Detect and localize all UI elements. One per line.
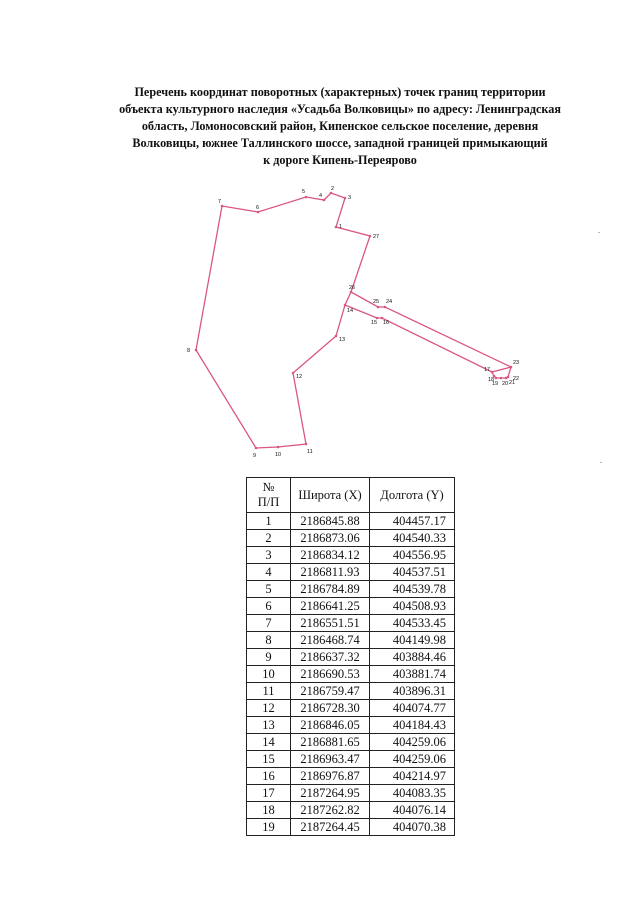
cell-latitude: 2187262.82: [291, 802, 370, 819]
cell-number: 18: [247, 802, 291, 819]
cell-number: 5: [247, 581, 291, 598]
table-row: [247, 819, 455, 836]
cell-longitude: 404533.45: [370, 615, 455, 632]
table-row: [247, 547, 455, 564]
point-label: 17: [484, 367, 491, 373]
cell-latitude: 2186551.51: [291, 615, 370, 632]
cell-longitude: 403881.74: [370, 666, 455, 683]
boundary-point: [335, 335, 338, 338]
point-label: 13: [339, 337, 346, 343]
coordinates-table: [246, 477, 455, 836]
boundary-point: [195, 349, 198, 352]
scan-speck: [600, 462, 602, 463]
table-row: [247, 785, 455, 802]
cell-longitude: 404556.95: [370, 547, 455, 564]
point-label: 20: [502, 381, 509, 387]
boundary-point: [344, 304, 347, 307]
cell-longitude: 404184.43: [370, 717, 455, 734]
cell-latitude: 2187264.45: [291, 819, 370, 836]
cell-number: 6: [247, 598, 291, 615]
boundary-point: [384, 306, 387, 309]
table-row: [247, 717, 455, 734]
table-row: [247, 513, 455, 530]
point-label: 10: [275, 452, 282, 458]
cell-longitude: 404070.38: [370, 819, 455, 836]
point-label: 11: [307, 449, 313, 455]
boundary-point: [221, 205, 224, 208]
cell-latitude: 2186641.25: [291, 598, 370, 615]
point-label: 7: [218, 199, 222, 205]
boundary-point: [305, 443, 308, 446]
boundary-point: [495, 377, 498, 380]
cell-longitude: 404537.51: [370, 564, 455, 581]
point-label: 14: [347, 308, 354, 314]
cell-latitude: 2186963.47: [291, 751, 370, 768]
cell-latitude: 2186846.05: [291, 717, 370, 734]
table-row: [247, 615, 455, 632]
point-label: 1: [339, 224, 343, 230]
cell-latitude: 2186690.53: [291, 666, 370, 683]
point-label: 22: [513, 376, 520, 382]
title-line: к дороге Кипень-Переярово: [263, 153, 417, 167]
cell-latitude: 2186811.93: [291, 564, 370, 581]
cell-number: 17: [247, 785, 291, 802]
point-label: 18: [488, 377, 495, 383]
title-line: Перечень координат поворотных (характерных) точек границ территории: [134, 85, 546, 99]
title-line: Волковицы, южнее Таллинского шоссе, западной границей примыкающий: [132, 136, 548, 150]
table-row: [247, 632, 455, 649]
boundary-point: [344, 197, 347, 200]
boundary-line: [345, 292, 511, 378]
cell-number: 4: [247, 564, 291, 581]
point-label: 27: [373, 234, 380, 240]
cell-latitude: 2186728.30: [291, 700, 370, 717]
table-row: [247, 700, 455, 717]
cell-longitude: 404539.78: [370, 581, 455, 598]
cell-number: 1: [247, 513, 291, 530]
title-line: область, Ломоносовский район, Кипенское сельское поселение, деревня: [141, 119, 539, 133]
title-line: объекта культурного наследия «Усадьба Волковицы» по адресу: Ленинградская: [119, 102, 561, 116]
cell-latitude: 2186759.47: [291, 683, 370, 700]
point-label: 26: [349, 285, 356, 291]
table-row: [247, 564, 455, 581]
header-number: № П/П: [247, 478, 291, 513]
cell-number: 15: [247, 751, 291, 768]
boundary-point: [292, 372, 295, 375]
cell-longitude: 404259.06: [370, 751, 455, 768]
point-label: 6: [256, 205, 260, 211]
cell-number: 7: [247, 615, 291, 632]
cell-longitude: 404076.14: [370, 802, 455, 819]
boundary-point: [277, 446, 280, 449]
point-label: 23: [513, 360, 520, 366]
cell-latitude: 2186468.74: [291, 632, 370, 649]
boundary-point: [510, 366, 513, 369]
boundary-point: [323, 199, 326, 202]
scan-speck: [598, 232, 600, 233]
boundary-point: [257, 211, 260, 214]
table-header-row: [247, 478, 455, 513]
table-row: [247, 683, 455, 700]
table-row: [247, 734, 455, 751]
boundary-point: [369, 235, 372, 238]
boundary-line: [196, 193, 370, 448]
table-row: [247, 768, 455, 785]
cell-longitude: 404540.33: [370, 530, 455, 547]
cell-longitude: 404259.06: [370, 734, 455, 751]
cell-longitude: 404457.17: [370, 513, 455, 530]
table-body: [247, 513, 455, 836]
cell-latitude: 2186873.06: [291, 530, 370, 547]
table-row: [247, 649, 455, 666]
cell-latitude: 2187264.95: [291, 785, 370, 802]
cell-latitude: 2186976.87: [291, 768, 370, 785]
cell-latitude: 2186881.65: [291, 734, 370, 751]
cell-number: 3: [247, 547, 291, 564]
cell-number: 16: [247, 768, 291, 785]
point-label: 2: [331, 186, 335, 192]
point-label: 9: [253, 453, 257, 459]
cell-number: 8: [247, 632, 291, 649]
boundary-point: [377, 306, 380, 309]
boundary-point: [335, 226, 338, 229]
point-label: 12: [296, 374, 303, 380]
cell-number: 9: [247, 649, 291, 666]
boundary-point: [305, 196, 308, 199]
cell-latitude: 2186784.89: [291, 581, 370, 598]
cell-number: 14: [247, 734, 291, 751]
point-label: 19: [492, 381, 499, 387]
boundary-point: [500, 377, 503, 380]
cell-number: 12: [247, 700, 291, 717]
table-row: [247, 598, 455, 615]
cell-number: 11: [247, 683, 291, 700]
table-row: [247, 802, 455, 819]
point-label: 24: [386, 299, 393, 305]
boundary-point: [491, 371, 494, 374]
boundary-point: [330, 192, 333, 195]
point-label: 25: [373, 299, 380, 305]
boundary-point: [255, 447, 258, 450]
table-row: [247, 581, 455, 598]
point-label: 21: [509, 380, 516, 386]
boundary-point: [376, 317, 379, 320]
table-row: [247, 751, 455, 768]
cell-latitude: 2186834.12: [291, 547, 370, 564]
cell-longitude: 404214.97: [370, 768, 455, 785]
cell-number: 13: [247, 717, 291, 734]
point-label: 3: [348, 195, 352, 201]
cell-longitude: 404074.77: [370, 700, 455, 717]
cell-number: 2: [247, 530, 291, 547]
point-label: 16: [383, 320, 390, 326]
table-row: [247, 666, 455, 683]
boundary-line: [492, 367, 511, 372]
boundary-point: [381, 317, 384, 320]
cell-longitude: 404083.35: [370, 785, 455, 802]
cell-latitude: 2186845.88: [291, 513, 370, 530]
header-longitude: Долгота (Y): [370, 478, 455, 513]
point-label: 15: [371, 320, 378, 326]
boundary-point: [350, 291, 353, 294]
cell-number: 10: [247, 666, 291, 683]
cell-longitude: 403896.31: [370, 683, 455, 700]
cell-longitude: 404149.98: [370, 632, 455, 649]
point-label: 5: [302, 189, 306, 195]
header-latitude: Широта (X): [291, 478, 370, 513]
cell-longitude: 404508.93: [370, 598, 455, 615]
cell-longitude: 403884.46: [370, 649, 455, 666]
table-row: [247, 530, 455, 547]
point-label: 4: [319, 193, 323, 199]
boundary-point: [507, 376, 510, 379]
cell-number: 19: [247, 819, 291, 836]
point-label: 8: [187, 348, 191, 354]
cell-latitude: 2186637.32: [291, 649, 370, 666]
